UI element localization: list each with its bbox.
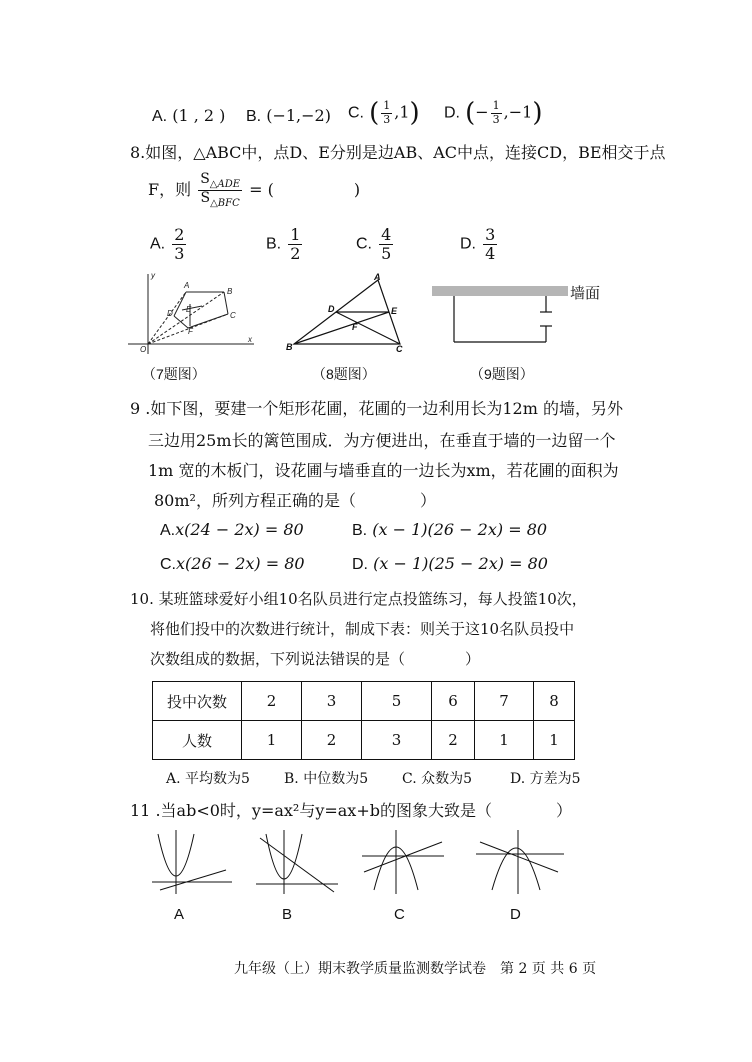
q8-area-ratio: $\frac{S_{\triangle ADE}}{S_{\triangle BFC}}$	[200, 171, 241, 209]
figure-8	[284, 272, 414, 354]
wall-bar	[432, 286, 568, 296]
table-cell: 5	[362, 682, 432, 721]
table-cell: 3	[302, 682, 362, 721]
fig8-label-b: B	[286, 342, 293, 352]
fig9-caption: （9题图）	[470, 366, 534, 382]
q10-option-d: D. 方差为5	[510, 771, 581, 787]
q11-label-a: A	[174, 906, 185, 923]
fig7-label-f: F	[188, 327, 193, 336]
fig8-label-f: F	[352, 322, 358, 332]
q7-option-b: B. (−1,−2)	[246, 106, 331, 125]
q10-line2: 将他们投中的次数进行统计，制成下表：则关于这10名队员投中	[150, 620, 575, 638]
q9-line1: 9 .如下图，要建一个矩形花圃，花圃的一边利用长为12m 的墙，另外	[130, 399, 623, 418]
q11-label-d: D	[510, 906, 521, 923]
fig7-label-y: y	[151, 271, 155, 280]
table-cell: 6	[432, 682, 475, 721]
q9-line3: 1m 宽的木板门，设花圃与墙垂直的一边长为xm，若花圃的面积为	[148, 461, 619, 480]
q8-option-c: C. $\frac{4}{5}$	[356, 225, 392, 263]
q10-option-a: A. 平均数为5	[166, 771, 250, 787]
fig8-label-c: C	[396, 344, 403, 354]
fig7-label-c: C	[230, 311, 236, 320]
q10-option-b: B. 中位数为5	[284, 771, 369, 787]
q9-line2: 三边用25m长的篱笆围成．为方便进出，在垂直于墙的一边留一个	[148, 431, 616, 450]
fig7-label-b: B	[227, 287, 233, 296]
q11-label-b: B	[282, 906, 293, 923]
page-footer: 九年级（上）期末教学质量监测数学试卷 第 2 页 共 6 页	[234, 961, 597, 977]
table-cell: 1	[242, 721, 302, 760]
wall-label: 墙面	[570, 284, 601, 302]
table-row	[153, 682, 575, 721]
table-cell: 1	[534, 721, 575, 760]
fig7-label-a: A	[184, 281, 190, 290]
q7-d-fraction: $\frac{1}{3}$	[492, 99, 500, 126]
q9-line4: 80m²，所列方程正确的是（ ）	[154, 491, 436, 510]
q8-option-b: B. $\frac{1}{2}$	[266, 225, 301, 263]
q9-option-b: B. (x − 1)(26 − 2x) = 80	[352, 520, 548, 539]
q11-label-c: C	[394, 906, 405, 923]
figure-7	[124, 270, 258, 358]
q7-option-d: D. (− $\frac{1}{3}$ ,−1)	[444, 98, 543, 128]
q10-line3: 次数组成的数据，下列说法错误的是（ ）	[150, 650, 481, 668]
q10-frequency-table	[152, 681, 575, 760]
q10-option-c: C. 众数为5	[402, 771, 473, 787]
fig7-caption: （7题图）	[142, 366, 206, 382]
q11-text: 11 .当ab<0时，y=ax²与y=ax+b的图象大致是（ ）	[130, 801, 572, 820]
q11-graph-c	[360, 828, 446, 896]
q8-option-a: A. $\frac{2}{3}$	[150, 225, 185, 263]
q7-option-a: A. (1 , 2 )	[152, 106, 226, 125]
q9-option-a: A.x(24 − 2x) = 80	[160, 520, 304, 539]
table-cell: 3	[362, 721, 432, 760]
q8-line2: F，则 $\frac{S_{\triangle ADE}}{S_{\triangle BFC}}$ = ( )	[148, 171, 361, 209]
fig8-label-e: E	[391, 306, 398, 316]
table-cell: 2	[302, 721, 362, 760]
q10-line1: 10. 某班篮球爱好小组10名队员进行定点投篮练习，每人投篮10次，	[130, 590, 587, 608]
table-row	[153, 721, 575, 760]
q11-graph-b	[254, 828, 340, 896]
fig8-caption: （8题图）	[312, 366, 376, 382]
fig7-label-d: D	[167, 309, 173, 318]
q11-graph-d	[474, 828, 566, 896]
q9-option-d: D. (x − 1)(25 − 2x) = 80	[352, 554, 548, 573]
q9-option-c: C.x(26 − 2x) = 80	[160, 554, 305, 573]
q7-option-c: C. ( $\frac{1}{3}$ ,1)	[348, 98, 420, 128]
fig7-label-x: x	[248, 335, 252, 344]
fig7-label-o: O	[140, 345, 147, 354]
table-cell: 7	[475, 682, 534, 721]
table-header-cell: 投中次数	[153, 682, 242, 721]
table-cell: 1	[475, 721, 534, 760]
table-header-cell: 人数	[153, 721, 242, 760]
q8-line1: 8.如图，△ABC中，点D、E分别是边AB、AC中点，连接CD，BE相交于点	[130, 143, 666, 162]
q7-c-fraction: $\frac{1}{3}$	[383, 99, 391, 126]
table-cell: 2	[242, 682, 302, 721]
fig8-label-d: D	[328, 304, 335, 314]
fig8-label-a: A	[374, 272, 381, 282]
q11-graph-a	[150, 828, 234, 896]
table-cell: 2	[432, 721, 475, 760]
q8-option-d: D. $\frac{3}{4}$	[460, 225, 496, 263]
table-cell: 8	[534, 682, 575, 721]
fig7-label-e: E	[186, 305, 192, 314]
